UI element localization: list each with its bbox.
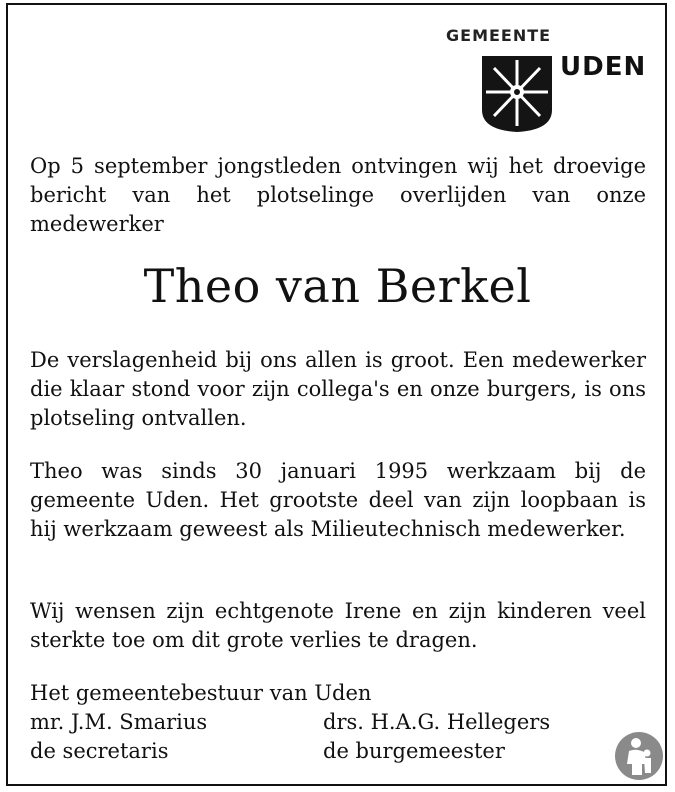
signature-left-role: de secretaris xyxy=(30,739,169,763)
paragraph-grief: De verslagenheid bij ons allen is groot. Een medewerker die klaar stond voor zijn collega's en onze burgers, is ons plotseling ontvallen. xyxy=(30,348,646,430)
logo-top-text: GEMEENTE xyxy=(446,26,552,45)
paragraph-career: Theo was sinds 30 januari 1995 werkzaam bij de gemeente Uden. Het grootste deel van zijn loopbaan is hij werkzaam geweest als Milieutechnisch medewerker. xyxy=(30,459,646,541)
logo-name-text: UDEN xyxy=(560,52,647,82)
signature-right-role: de burgemeester xyxy=(323,739,505,763)
intro-paragraph: Op 5 september jongstleden ontvingen wij het droevige bericht van het plotselinge overlijden van onze medewerker xyxy=(30,154,646,236)
signature-right-name: drs. H.A.G. Hellegers xyxy=(323,710,551,734)
memorial-watermark-icon xyxy=(614,731,664,781)
municipality-logo xyxy=(442,22,657,140)
signature-org: Het gemeentebestuur van Uden xyxy=(30,681,372,705)
deceased-name: Theo van Berkel xyxy=(143,259,532,313)
paragraph-condolence: Wij wensen zijn echtgenote Irene en zijn kinderen veel sterkte toe om dit grote verlies te dragen. xyxy=(30,599,646,652)
crest-icon xyxy=(472,50,562,134)
signature-left-name: mr. J.M. Smarius xyxy=(30,710,208,734)
